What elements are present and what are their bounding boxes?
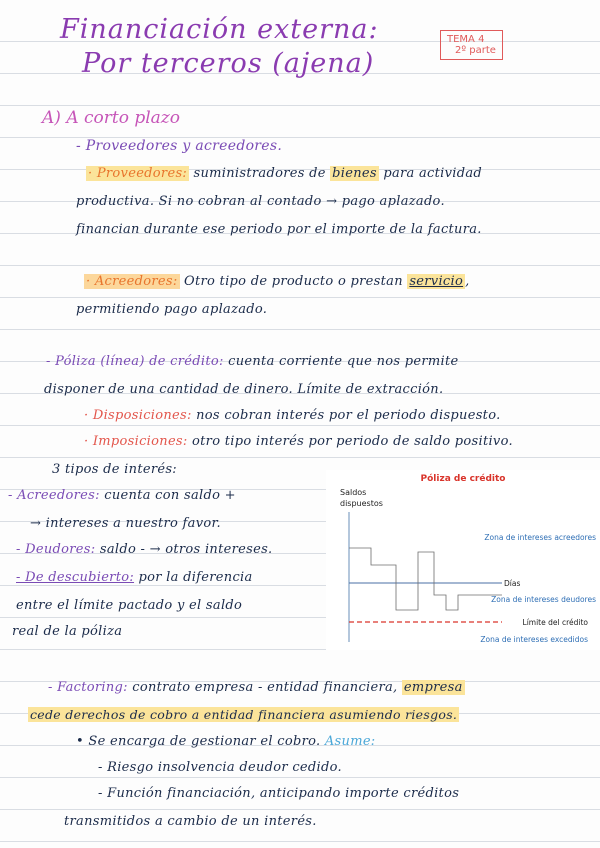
- factoring-bullet-b: Asume:: [324, 734, 376, 749]
- proveedores-text1a: suministradores de: [193, 166, 326, 181]
- tipos-interes: 3 tipos de interés:: [52, 462, 177, 477]
- poliza-credito-chart: [326, 470, 600, 650]
- disposiciones-text: nos cobran interés por el periodo dispuesto.: [196, 408, 501, 423]
- chart-ylabel-line1: Saldos: [340, 488, 367, 497]
- proveedores-text1b: para actividad: [383, 166, 483, 181]
- factoring-bullet-line: [76, 734, 376, 749]
- topic-tag-line1: TEMA 4: [447, 34, 485, 45]
- poliza-line2: disponer de una cantidad de dinero. Límite de extracción.: [44, 382, 444, 397]
- topic-tag: [440, 30, 503, 60]
- imposiciones-line: [84, 434, 513, 449]
- zone-acreedores-label: Zona de intereses acreedores: [484, 533, 596, 542]
- factoring-line2-text: cede derechos de cobro a entidad financiera asumiendo riesgos.: [30, 707, 458, 722]
- acreedores-interes-line1: [8, 488, 236, 503]
- proveedores-title: - Proveedores y acreedores.: [76, 138, 283, 154]
- chart-xlabel: Días: [504, 579, 521, 588]
- acreedores-interes-text: cuenta con saldo +: [104, 488, 236, 503]
- deudores-line: [16, 542, 273, 557]
- risk-line2: - Función financiación, anticipando importe créditos: [98, 786, 460, 801]
- poliza-title: - Póliza (línea) de crédito:: [46, 354, 224, 369]
- poliza-text1: cuenta corriente que nos permite: [228, 354, 459, 369]
- servicio-word: servicio: [409, 274, 464, 289]
- section-heading: A) A corto plazo: [42, 108, 180, 128]
- risk-line3: transmitidos a cambio de un interés.: [64, 814, 317, 829]
- imposiciones-term: · Imposiciones:: [84, 434, 188, 449]
- descubierto-term: - De descubierto:: [16, 570, 135, 585]
- factoring-text1b: empresa: [403, 680, 463, 695]
- factoring-line2: [28, 707, 459, 722]
- bienes-word: bienes: [332, 166, 377, 181]
- zone-excedidos-label: Zona de intereses excedidos: [480, 635, 588, 644]
- topic-tag-line2: 2º parte: [455, 45, 496, 56]
- deudores-term: - Deudores:: [16, 542, 96, 557]
- limite-credito-label: Límite del crédito: [522, 618, 588, 627]
- chart-ylabel-line2: dispuestos: [340, 499, 383, 508]
- factoring-line1: [48, 680, 465, 695]
- descubierto-line3: real de la póliza: [12, 624, 123, 639]
- acreedores-text1a: Otro tipo de producto o prestan: [183, 274, 403, 289]
- imposiciones-text: otro tipo interés por periodo de saldo positivo.: [192, 434, 513, 449]
- proveedores-term: · Proveedores:: [88, 166, 188, 181]
- zone-deudores-label: Zona de intereses deudores: [491, 595, 596, 604]
- factoring-text1a: contrato empresa - entidad financiera,: [132, 680, 398, 695]
- descubierto-line1: [16, 570, 253, 585]
- acreedores-term: · Acreedores:: [86, 274, 178, 289]
- page-title-line2: Por terceros (ajena): [82, 48, 375, 79]
- deudores-text: saldo - → otros intereses.: [99, 542, 273, 557]
- acreedores-line2: permitiendo pago aplazado.: [76, 302, 268, 317]
- factoring-term: - Factoring:: [48, 680, 128, 695]
- proveedores-line3: financian durante ese periodo por el importe de la factura.: [76, 222, 482, 237]
- descubierto-line2: entre el límite pactado y el saldo: [16, 598, 243, 613]
- page-title-line1: Financiación externa:: [60, 14, 379, 45]
- disposiciones-term: · Disposiciones:: [84, 408, 192, 423]
- proveedores-line1: [86, 166, 482, 181]
- risk-line1: - Riesgo insolvencia deudor cedido.: [98, 760, 342, 775]
- acreedores-interes-term: - Acreedores:: [8, 488, 100, 503]
- disposiciones-line: [84, 408, 501, 423]
- descubierto-text: por la diferencia: [138, 570, 253, 585]
- acreedores-interes-line2: → intereses a nuestro favor.: [30, 516, 221, 531]
- acreedores-text1b: ,: [465, 274, 470, 289]
- poliza-line1: [46, 354, 459, 369]
- saldo-line: [349, 548, 502, 610]
- proveedores-line2: productiva. Si no cobran al contado → pago aplazado.: [76, 194, 445, 209]
- acreedores-line1: [84, 274, 470, 289]
- chart-title: Póliza de crédito: [420, 474, 506, 484]
- factoring-bullet-a: • Se encarga de gestionar el cobro.: [76, 734, 321, 749]
